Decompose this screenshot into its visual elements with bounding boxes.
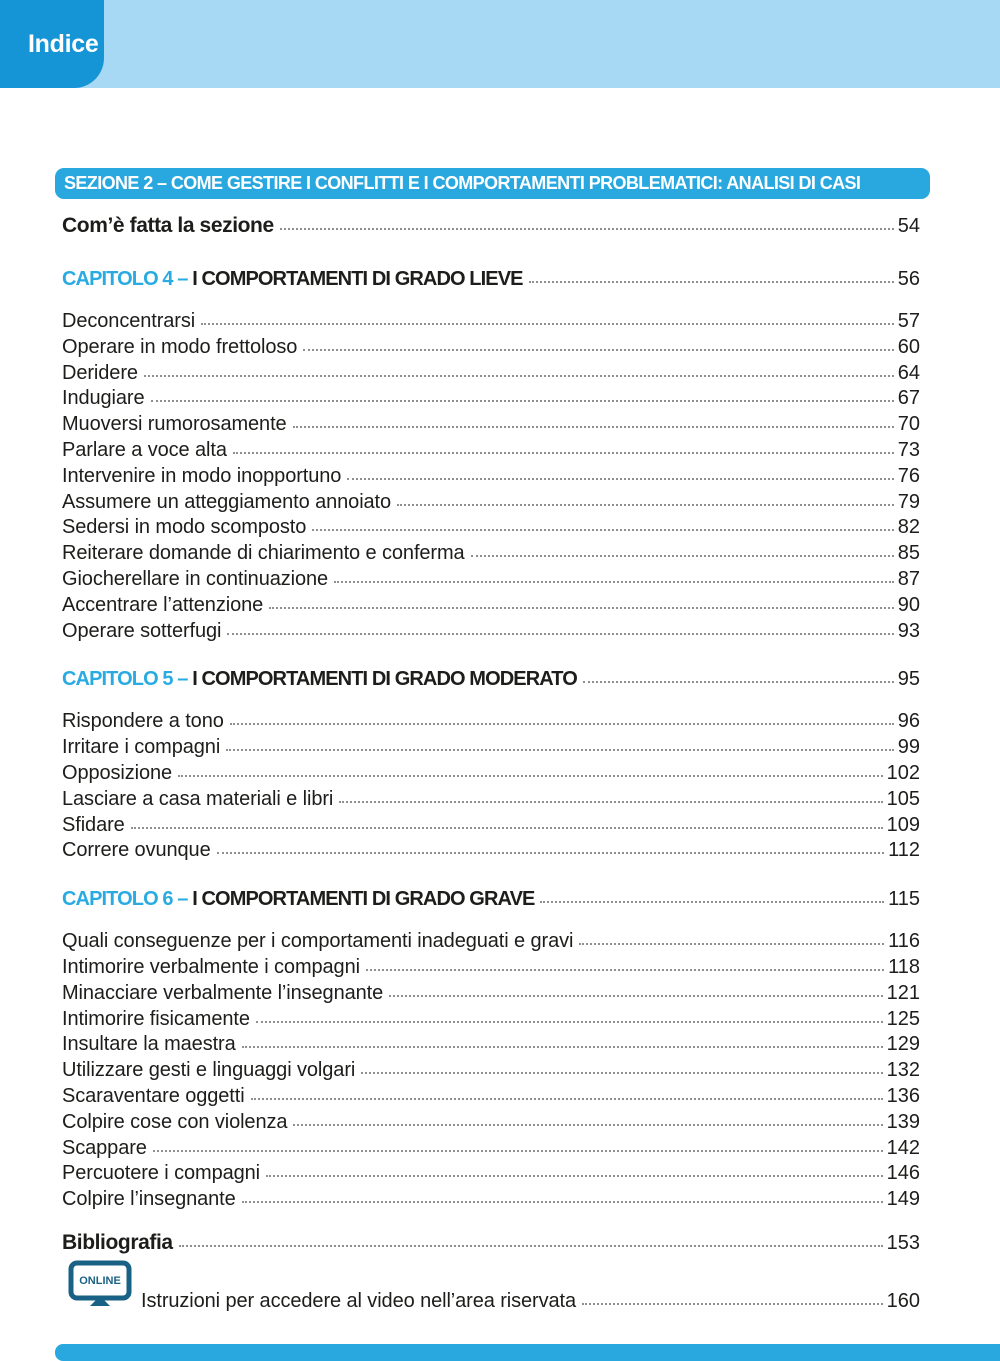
chapter-items xyxy=(62,709,920,864)
dotted-leader xyxy=(540,901,884,903)
dotted-leader xyxy=(280,228,894,230)
dotted-leader xyxy=(266,1175,883,1177)
toc-entry-page: 95 xyxy=(897,668,920,691)
toc-entry-page: 112 xyxy=(888,839,920,862)
toc-row-item[interactable] xyxy=(62,386,920,412)
toc-entry-label: Sedersi in modo scomposto xyxy=(62,516,307,539)
section-header-label: SEZIONE 2 – COME GESTIRE I CONFLITTI E I COMPORTAMENTI PROBLEMATICI: ANALISI DI CASI xyxy=(64,173,861,193)
toc-row-item[interactable] xyxy=(62,361,920,387)
toc-content xyxy=(0,88,1000,1313)
toc-entry-label: Scaraventare oggetti xyxy=(62,1084,245,1107)
toc-entry-label: Istruzioni per accedere al video nell’area riservata xyxy=(141,1289,577,1312)
dotted-leader xyxy=(334,581,894,583)
toc-entry-page: 160 xyxy=(886,1289,920,1312)
chapter-block xyxy=(62,665,920,864)
dotted-leader xyxy=(227,633,893,635)
toc-entry-page: 76 xyxy=(897,464,920,487)
toc-row-chapter[interactable] xyxy=(62,885,920,915)
dotted-leader xyxy=(217,852,885,854)
toc-entry-page: 93 xyxy=(897,619,920,642)
dotted-leader xyxy=(471,555,894,557)
toc-row-intro[interactable] xyxy=(62,212,920,240)
dotted-leader xyxy=(226,749,894,751)
toc-entry-page: 82 xyxy=(897,516,920,539)
toc-entry-label: Operare in modo frettoloso xyxy=(62,335,298,358)
toc-row-bibliography[interactable] xyxy=(62,1229,920,1257)
toc-entry-page: 129 xyxy=(886,1033,920,1056)
toc-entry-page: 54 xyxy=(897,215,920,237)
dotted-leader xyxy=(233,452,894,454)
dotted-leader xyxy=(269,607,894,609)
toc-entry-label: Correre ovunque xyxy=(62,839,211,862)
toc-entry-page: 99 xyxy=(897,736,920,759)
toc-row-item[interactable] xyxy=(62,838,920,864)
toc-row-item[interactable] xyxy=(62,813,920,839)
dotted-leader xyxy=(579,943,884,945)
toc-entry-page: 90 xyxy=(897,593,920,616)
toc-entry-label: Quali conseguenze per i comportamenti inadeguati e gravi xyxy=(62,930,574,953)
svg-text:ONLINE: ONLINE xyxy=(79,1274,121,1287)
toc-row-item[interactable] xyxy=(62,567,920,593)
toc-entry-page: 102 xyxy=(886,761,920,784)
toc-entry-label: Accentrare l’attenzione xyxy=(62,593,264,616)
toc-entry-label: Scappare xyxy=(62,1136,147,1159)
toc-entry-page: 64 xyxy=(897,361,920,384)
toc-row-item[interactable] xyxy=(62,619,920,645)
toc-row-item[interactable] xyxy=(62,735,920,761)
dotted-leader xyxy=(178,775,883,777)
toc-entry-label: Lasciare a casa materiali e libri xyxy=(62,787,334,810)
toc-row-item[interactable] xyxy=(62,787,920,813)
toc-row-item[interactable] xyxy=(62,1187,920,1213)
toc-entry-label: Minacciare verbalmente l’insegnante xyxy=(62,981,384,1004)
toc-entry-label: Assumere un atteggiamento annoiato xyxy=(62,490,392,513)
toc-row-item[interactable] xyxy=(62,1032,920,1058)
dotted-leader xyxy=(397,504,894,506)
toc-entry-page: 87 xyxy=(897,567,920,590)
toc-entry-page: 153 xyxy=(886,1231,920,1254)
toc-entry-label: Intervenire in modo inopportuno xyxy=(62,464,342,487)
toc-entry-page: 85 xyxy=(897,542,920,565)
chapter-block xyxy=(62,885,920,1213)
dotted-leader xyxy=(144,375,894,377)
toc-entry-page: 116 xyxy=(888,930,920,953)
top-band xyxy=(0,0,1000,88)
dotted-leader xyxy=(251,1098,883,1100)
toc-row-item[interactable] xyxy=(62,761,920,787)
toc-entry-page: 125 xyxy=(886,1007,920,1030)
dotted-leader xyxy=(366,969,884,971)
dotted-leader xyxy=(256,1021,883,1023)
toc-entry-label: Giocherellare in continuazione xyxy=(62,567,329,590)
toc-row-item[interactable] xyxy=(62,490,920,516)
dotted-leader xyxy=(179,1245,883,1247)
dotted-leader xyxy=(293,1124,882,1126)
section-header-bar xyxy=(55,168,930,199)
toc-row-item[interactable] xyxy=(62,981,920,1007)
dotted-leader xyxy=(582,1303,883,1305)
dotted-leader xyxy=(347,478,893,480)
toc-row-item[interactable] xyxy=(62,1161,920,1187)
chapter-number-label: CAPITOLO 6 – xyxy=(62,888,193,911)
toc-entry-page: 67 xyxy=(897,387,920,410)
toc-entry-label: Insultare la maestra xyxy=(62,1033,236,1056)
chapter-items xyxy=(62,929,920,1213)
toc-entry-label: Reiterare domande di chiarimento e conferma xyxy=(62,542,465,565)
indice-tab-label: Indice xyxy=(28,29,99,58)
toc-entry-label: Muoversi rumorosamente xyxy=(62,413,287,436)
toc-row-item[interactable] xyxy=(62,1084,920,1110)
chapter-title-label: I COMPORTAMENTI DI GRADO MODERATO xyxy=(192,668,577,691)
toc-entry-label: Deconcentrarsi xyxy=(62,310,196,332)
toc-row-item[interactable] xyxy=(62,541,920,567)
chapter-title-label: I COMPORTAMENTI DI GRADO LIEVE xyxy=(192,268,523,290)
toc-row-chapter[interactable] xyxy=(62,265,920,295)
dotted-leader xyxy=(131,827,883,829)
toc-entry-page: 56 xyxy=(897,268,920,290)
toc-entry-page: 132 xyxy=(886,1059,920,1082)
toc-row-item[interactable] xyxy=(62,1058,920,1084)
toc-row-item[interactable] xyxy=(62,1007,920,1033)
chapter-title-label: I COMPORTAMENTI DI GRADO GRAVE xyxy=(192,888,535,911)
dotted-leader xyxy=(583,681,894,683)
dotted-leader xyxy=(242,1046,883,1048)
toc-entry-label: Rispondere a tono xyxy=(62,710,224,733)
dotted-leader xyxy=(303,349,893,351)
toc-entry-page: 121 xyxy=(886,981,920,1004)
chapter-number-label: CAPITOLO 5 – xyxy=(62,668,193,691)
toc-entry-label: Percuotere i compagni xyxy=(62,1162,261,1185)
dotted-leader xyxy=(153,1150,883,1152)
toc-row-item[interactable] xyxy=(62,309,920,335)
toc-row-chapter[interactable] xyxy=(62,665,920,695)
toc-entry-page: 109 xyxy=(886,813,920,836)
dotted-leader xyxy=(230,723,894,725)
toc-entry-label: Utilizzare gesti e linguaggi volgari xyxy=(62,1059,356,1082)
toc-row-item[interactable] xyxy=(62,1136,920,1162)
dotted-leader xyxy=(529,281,894,283)
toc-entry-label: Com’è fatta la sezione xyxy=(62,214,274,237)
chapter-number-label: CAPITOLO 4 – xyxy=(62,268,193,290)
toc-row-item[interactable] xyxy=(62,412,920,438)
dotted-leader xyxy=(312,529,893,531)
dotted-leader xyxy=(339,801,882,803)
toc-row-item[interactable] xyxy=(62,593,920,619)
toc-entry-label: Colpire cose con violenza xyxy=(62,1110,288,1133)
toc-row-item[interactable] xyxy=(62,515,920,541)
toc-entry-label: Deridere xyxy=(62,361,138,384)
toc-entry-page: 146 xyxy=(886,1162,920,1185)
toc-entry-label: Indugiare xyxy=(62,387,145,410)
online-monitor-icon xyxy=(68,1260,132,1307)
toc-entry-label: Operare sotterfugi xyxy=(62,619,222,642)
toc-entry-label: Sfidare xyxy=(62,813,125,836)
toc-entry-page: 136 xyxy=(886,1084,920,1107)
toc-entry-page: 142 xyxy=(886,1136,920,1159)
toc-row-item[interactable] xyxy=(62,929,920,955)
toc-entry-page: 139 xyxy=(886,1110,920,1133)
toc-entry-label: Bibliografia xyxy=(62,1230,173,1254)
dotted-leader xyxy=(361,1072,882,1074)
toc-entry-label: Intimorire verbalmente i compagni xyxy=(62,955,360,978)
toc-entry-label: Colpire l’insegnante xyxy=(62,1188,236,1211)
toc-row-online[interactable] xyxy=(62,1260,920,1313)
dotted-leader xyxy=(151,400,894,402)
dotted-leader xyxy=(201,323,894,325)
indice-tab xyxy=(0,0,104,88)
toc-entry-page: 57 xyxy=(897,310,920,332)
toc-row-item[interactable] xyxy=(62,1110,920,1136)
dotted-leader xyxy=(242,1201,883,1203)
toc-entry-page: 70 xyxy=(897,413,920,436)
toc-entry-page: 115 xyxy=(888,888,920,911)
toc-entry-page: 149 xyxy=(886,1188,920,1211)
dotted-leader xyxy=(389,995,883,997)
toc-row-item[interactable] xyxy=(62,709,920,735)
toc-entry-label: Opposizione xyxy=(62,761,173,784)
toc-row-item[interactable] xyxy=(62,464,920,490)
toc-entry-page: 96 xyxy=(897,710,920,733)
toc-entry-page: 60 xyxy=(897,335,920,358)
chapters-list xyxy=(62,265,920,1213)
toc-entry-label: Parlare a voce alta xyxy=(62,438,227,461)
toc-row-item[interactable] xyxy=(62,955,920,981)
toc-entry-label: Irritare i compagni xyxy=(62,736,221,759)
toc-entry-page: 79 xyxy=(897,490,920,513)
toc-row-item[interactable] xyxy=(62,335,920,361)
toc-entry-page: 73 xyxy=(897,438,920,461)
toc-entry-page: 105 xyxy=(886,787,920,810)
bottom-accent-bar xyxy=(55,1344,1000,1361)
toc-row-item[interactable] xyxy=(62,438,920,464)
toc-entry-page: 118 xyxy=(888,955,920,978)
dotted-leader xyxy=(293,426,894,428)
chapter-block xyxy=(62,265,920,644)
toc-entry-label: Intimorire fisicamente xyxy=(62,1007,250,1030)
chapter-items xyxy=(62,309,920,644)
